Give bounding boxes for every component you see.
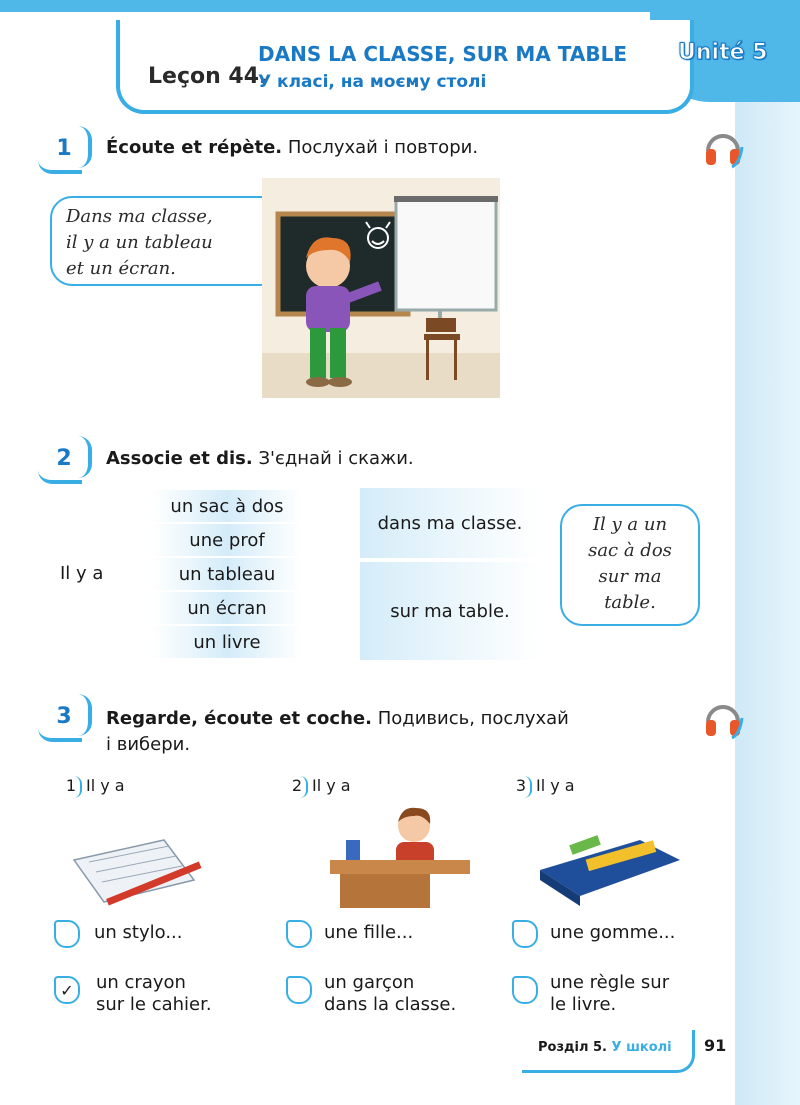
top-band	[0, 0, 800, 12]
option-2b-checkbox[interactable]	[286, 976, 312, 1004]
option-3a-text: une gomme...	[550, 922, 676, 943]
bubble-1-line-3: et un écran.	[66, 258, 176, 279]
bubble-1-line-1: Dans ma classe,	[66, 206, 213, 227]
footer-section-label: Розділ 5.	[538, 1040, 607, 1055]
headphones-icon[interactable]	[702, 127, 744, 171]
footer-section-name: У школі	[611, 1040, 672, 1055]
speech-bubble-1	[50, 196, 282, 286]
exercise-1-instruction-fr: Écoute et répète.	[106, 137, 283, 158]
option-3b-line-2: le livre.	[550, 994, 617, 1015]
option-3b-checkbox[interactable]	[512, 976, 538, 1004]
bubble-2-line-2: sac à dos	[588, 540, 672, 561]
book-ruler-image	[530, 820, 690, 910]
boy-at-desk-image	[310, 800, 480, 910]
option-2a-checkbox[interactable]	[286, 920, 312, 948]
match-item-tableau[interactable]: un tableau	[152, 558, 302, 590]
option-2b-line-2: dans la classe.	[324, 994, 457, 1015]
exercise-2-instruction-uk: З'єднай і скажи.	[258, 448, 414, 469]
bubble-2-line-1: Il y a un	[592, 514, 668, 535]
exercise-1-number: 1	[44, 130, 84, 166]
match-place-table[interactable]: sur ma table.	[360, 562, 540, 660]
item-2-label	[288, 776, 351, 798]
item-3-label	[512, 776, 575, 798]
option-2a-text: une fille...	[324, 922, 414, 943]
option-2b-text	[324, 972, 456, 1016]
item-2-number: 2	[288, 776, 308, 798]
item-1-number: 1	[62, 776, 82, 798]
option-1b-line-2: sur le cahier.	[96, 994, 212, 1015]
exercise-3-instruction-uk-2: і вибери.	[106, 734, 191, 755]
match-left-label: Il y a	[60, 563, 104, 584]
lesson-title-fr: DANS LA CLASSE, SUR MA TABLE	[258, 42, 627, 66]
exercise-2-number: 2	[44, 440, 84, 476]
option-1a-checkbox[interactable]	[54, 920, 80, 948]
exercise-3-number: 3	[44, 698, 84, 734]
option-1b-checkbox[interactable]	[54, 976, 80, 1004]
match-item-prof[interactable]: une prof	[152, 524, 302, 556]
exercise-3-instruction-uk-1: Подивись, послухай	[377, 708, 569, 729]
match-place-classe[interactable]: dans ma classe.	[360, 488, 540, 558]
match-item-ecran[interactable]: un écran	[152, 592, 302, 624]
match-item-sac-a-dos[interactable]: un sac à dos	[152, 490, 302, 522]
headphones-icon[interactable]	[702, 698, 744, 742]
option-1a-text: un stylo...	[94, 922, 183, 943]
speech-bubble-2	[560, 504, 700, 626]
checkmark-icon: ✓	[60, 980, 74, 1000]
exercise-2-instruction	[106, 448, 414, 469]
bubble-1-line-2: il y a un tableau	[66, 232, 213, 253]
footer-section	[538, 1040, 672, 1055]
bubble-2-line-4: table.	[604, 592, 656, 613]
classroom-illustration	[262, 178, 500, 398]
lesson-number: Leçon 44.	[148, 64, 268, 89]
lesson-title-uk: У класі, на моєму столі	[258, 72, 487, 92]
exercise-3-instruction-fr: Regarde, écoute et coche.	[106, 708, 372, 729]
bubble-2-line-3: sur ma	[598, 566, 662, 587]
exercise-1-instruction-uk: Послухай і повтори.	[287, 137, 479, 158]
option-3b-text	[550, 972, 669, 1016]
notebook-pencil-image	[54, 830, 214, 910]
option-2b-line-1: un garçon	[324, 972, 415, 993]
page-side-band	[735, 0, 800, 1105]
item-1-label	[62, 776, 125, 798]
item-1-text: Il y a	[86, 776, 125, 795]
option-3a-checkbox[interactable]	[512, 920, 538, 948]
unit-label: Unité 5	[678, 40, 768, 65]
page-number: 91	[704, 1036, 727, 1055]
exercise-1-instruction	[106, 137, 478, 158]
match-item-livre[interactable]: un livre	[152, 626, 302, 658]
exercise-3-instruction	[106, 706, 666, 758]
item-3-text: Il y a	[536, 776, 575, 795]
option-3b-line-1: une règle sur	[550, 972, 670, 993]
option-1b-line-1: un crayon	[96, 972, 186, 993]
exercise-2-instruction-fr: Associe et dis.	[106, 448, 253, 469]
option-1b-text	[96, 972, 212, 1016]
item-2-text: Il y a	[312, 776, 351, 795]
item-3-number: 3	[512, 776, 532, 798]
